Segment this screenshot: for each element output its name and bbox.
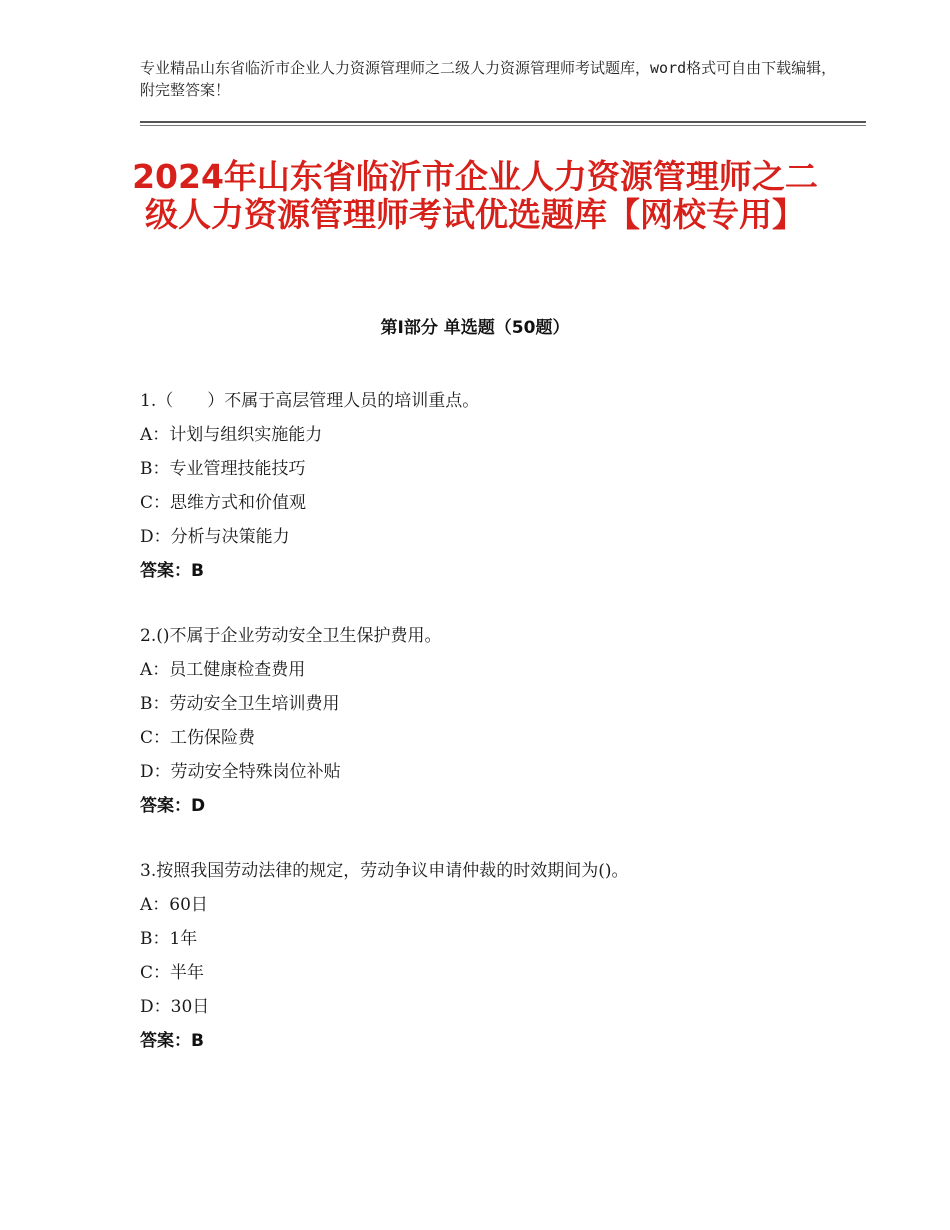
question-2 — [140, 619, 860, 823]
option-d: D：30日 — [140, 997, 210, 1017]
option-a: A：计划与组织实施能力 — [140, 425, 323, 445]
option-b: B：专业管理技能技巧 — [140, 459, 306, 479]
option-a: A：员工健康检查费用 — [140, 660, 306, 680]
option-b: B：1年 — [140, 929, 198, 949]
question-list — [140, 384, 860, 1089]
header-rule-thick — [140, 121, 866, 123]
option-b: B：劳动安全卫生培训费用 — [140, 694, 340, 714]
answer: 答案：B — [140, 1031, 204, 1051]
header-rule-thin — [140, 125, 866, 126]
option-c: C：半年 — [140, 963, 205, 983]
section-heading: 第Ⅰ部分 单选题（50题） — [380, 318, 570, 338]
option-d: D：劳动安全特殊岗位补贴 — [140, 762, 341, 782]
option-d: D：分析与决策能力 — [140, 527, 290, 547]
question-1 — [140, 384, 860, 588]
option-c: C：工伤保险费 — [140, 728, 256, 748]
answer: 答案：D — [140, 796, 206, 816]
option-a: A：60日 — [140, 895, 208, 915]
answer: 答案：B — [140, 561, 204, 581]
header-note: 专业精品山东省临沂市企业人力资源管理师之二级人力资源管理师考试题库，word格式可自由下载编辑，附完整答案！ — [140, 59, 837, 99]
question-stem: 1.（ ）不属于高层管理人员的培训重点。 — [140, 391, 480, 411]
document-title: 2024年山东省临沂市企业人力资源管理师之二级人力资源管理师考试优选题库【网校专用】 — [132, 157, 818, 234]
question-stem: 3.按照我国劳动法律的规定，劳动争议申请仲裁的时效期间为()。 — [140, 861, 629, 881]
option-c: C：思维方式和价值观 — [140, 493, 307, 513]
question-3 — [140, 854, 860, 1058]
question-stem: 2.()不属于企业劳动安全卫生保护费用。 — [140, 626, 442, 646]
